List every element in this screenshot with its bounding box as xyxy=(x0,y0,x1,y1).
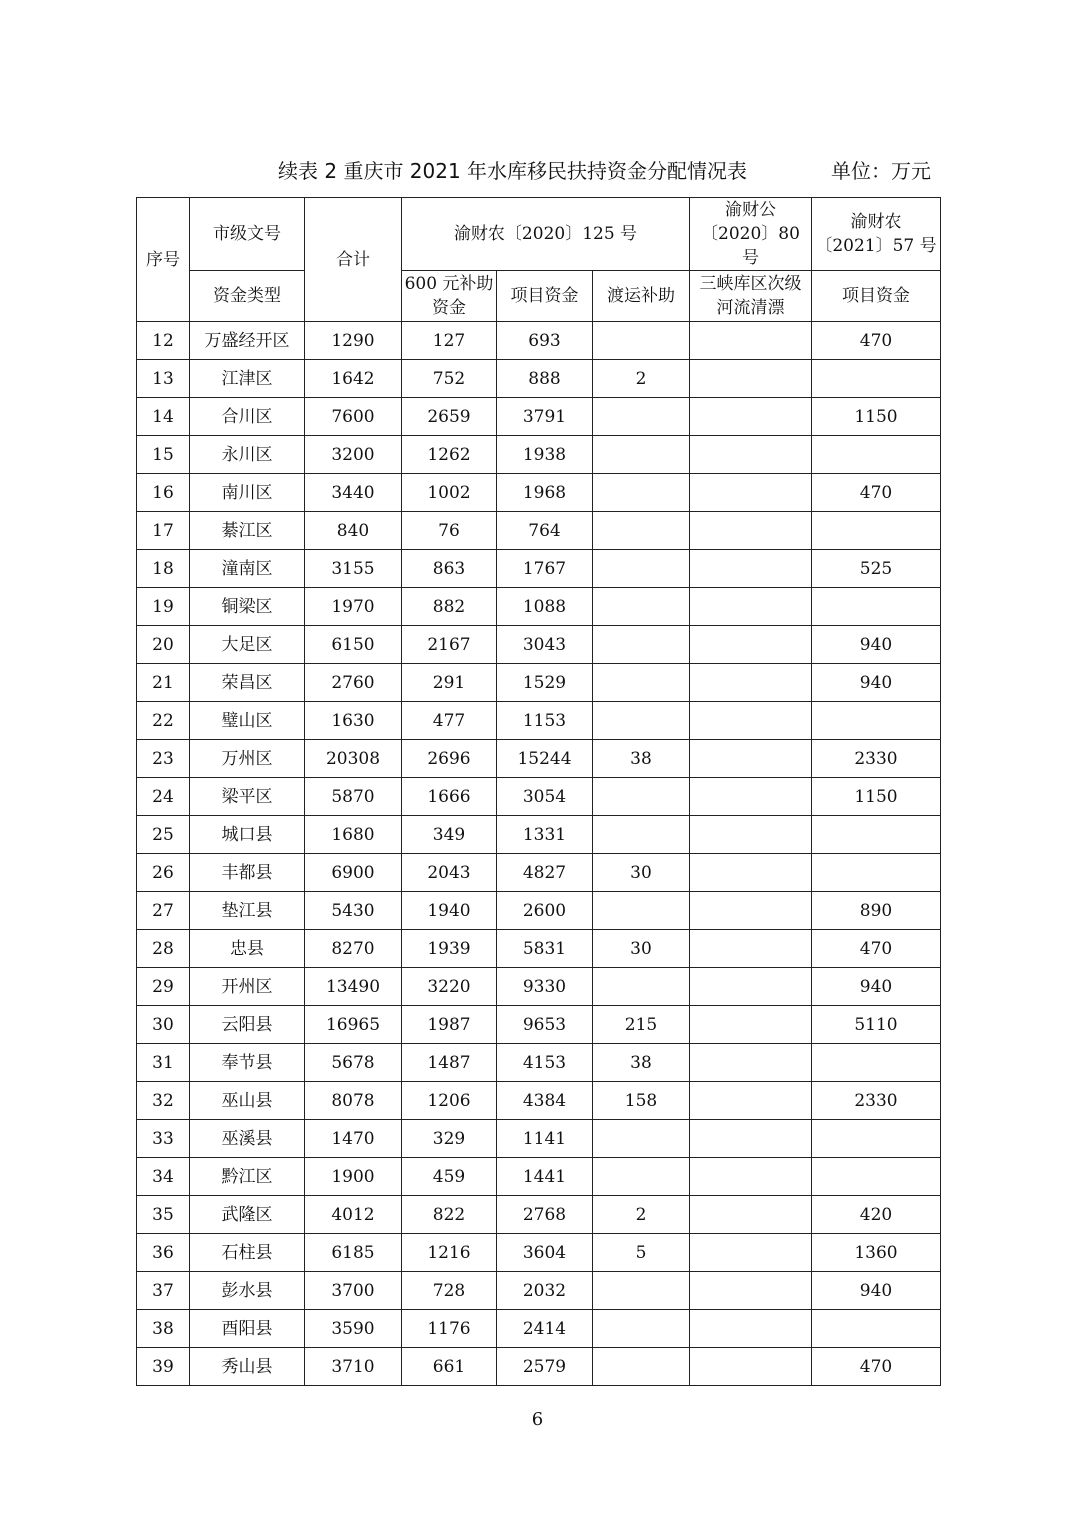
cell-name: 酉阳县 xyxy=(190,1310,305,1348)
cell-river xyxy=(690,1234,812,1272)
cell-name: 万州区 xyxy=(190,740,305,778)
table-row xyxy=(137,968,941,1006)
cell-proj: 2768 xyxy=(497,1196,593,1234)
cell-seq: 31 xyxy=(137,1044,190,1082)
cell-proj: 5831 xyxy=(497,930,593,968)
cell-ferry xyxy=(593,702,690,740)
cell-river xyxy=(690,588,812,626)
cell-river xyxy=(690,398,812,436)
cell-proj2 xyxy=(812,512,941,550)
cell-proj: 4153 xyxy=(497,1044,593,1082)
cell-proj: 1767 xyxy=(497,550,593,588)
cell-proj2: 940 xyxy=(812,968,941,1006)
cell-proj: 2032 xyxy=(497,1272,593,1310)
header-sub-river-line1: 三峡库区次级 xyxy=(699,274,802,294)
cell-name: 南川区 xyxy=(190,474,305,512)
cell-proj2 xyxy=(812,1158,941,1196)
cell-seq: 29 xyxy=(137,968,190,1006)
cell-total: 5678 xyxy=(305,1044,402,1082)
table-row xyxy=(137,1234,941,1272)
cell-ferry xyxy=(593,664,690,702)
cell-proj2 xyxy=(812,1044,941,1082)
cell-total: 1970 xyxy=(305,588,402,626)
cell-river xyxy=(690,512,812,550)
header-group-57 xyxy=(812,198,941,271)
cell-name: 江津区 xyxy=(190,360,305,398)
cell-s600: 1487 xyxy=(402,1044,497,1082)
cell-s600: 1262 xyxy=(402,436,497,474)
cell-s600: 329 xyxy=(402,1120,497,1158)
cell-river xyxy=(690,474,812,512)
cell-s600: 76 xyxy=(402,512,497,550)
cell-s600: 1666 xyxy=(402,778,497,816)
header-sub-600-line2: 资金 xyxy=(432,298,466,318)
cell-name: 潼南区 xyxy=(190,550,305,588)
cell-s600: 661 xyxy=(402,1348,497,1386)
cell-seq: 26 xyxy=(137,854,190,892)
cell-total: 3590 xyxy=(305,1310,402,1348)
table-row xyxy=(137,740,941,778)
table-row xyxy=(137,778,941,816)
cell-ferry xyxy=(593,436,690,474)
header-group-80 xyxy=(690,198,812,271)
cell-proj: 1088 xyxy=(497,588,593,626)
table-row xyxy=(137,854,941,892)
cell-name: 武隆区 xyxy=(190,1196,305,1234)
cell-s600: 752 xyxy=(402,360,497,398)
cell-river xyxy=(690,1044,812,1082)
cell-proj2: 1150 xyxy=(812,778,941,816)
cell-ferry: 5 xyxy=(593,1234,690,1272)
cell-s600: 1216 xyxy=(402,1234,497,1272)
cell-s600: 477 xyxy=(402,702,497,740)
cell-ferry xyxy=(593,892,690,930)
cell-proj2 xyxy=(812,360,941,398)
cell-seq: 34 xyxy=(137,1158,190,1196)
cell-total: 20308 xyxy=(305,740,402,778)
cell-river xyxy=(690,740,812,778)
cell-s600: 2043 xyxy=(402,854,497,892)
cell-proj2: 1360 xyxy=(812,1234,941,1272)
table-row xyxy=(137,588,941,626)
cell-total: 6185 xyxy=(305,1234,402,1272)
cell-total: 8078 xyxy=(305,1082,402,1120)
cell-total: 2760 xyxy=(305,664,402,702)
cell-ferry: 38 xyxy=(593,740,690,778)
cell-proj: 2414 xyxy=(497,1310,593,1348)
cell-total: 3155 xyxy=(305,550,402,588)
cell-total: 1900 xyxy=(305,1158,402,1196)
cell-proj2 xyxy=(812,1310,941,1348)
cell-river xyxy=(690,778,812,816)
cell-ferry xyxy=(593,1272,690,1310)
header-sub-river xyxy=(690,271,812,322)
cell-s600: 1940 xyxy=(402,892,497,930)
cell-name: 忠县 xyxy=(190,930,305,968)
header-sub-600 xyxy=(402,271,497,322)
cell-total: 1470 xyxy=(305,1120,402,1158)
cell-river xyxy=(690,1310,812,1348)
cell-name: 石柱县 xyxy=(190,1234,305,1272)
table-row xyxy=(137,550,941,588)
cell-name: 彭水县 xyxy=(190,1272,305,1310)
cell-total: 4012 xyxy=(305,1196,402,1234)
cell-ferry xyxy=(593,1120,690,1158)
cell-river xyxy=(690,702,812,740)
cell-river xyxy=(690,664,812,702)
cell-ferry: 2 xyxy=(593,1196,690,1234)
cell-name: 梁平区 xyxy=(190,778,305,816)
cell-name: 开州区 xyxy=(190,968,305,1006)
cell-ferry: 215 xyxy=(593,1006,690,1044)
cell-proj: 1968 xyxy=(497,474,593,512)
table-row xyxy=(137,322,941,360)
table-row xyxy=(137,474,941,512)
cell-proj2: 940 xyxy=(812,626,941,664)
cell-seq: 37 xyxy=(137,1272,190,1310)
cell-name: 璧山区 xyxy=(190,702,305,740)
cell-river xyxy=(690,930,812,968)
table-row xyxy=(137,1158,941,1196)
cell-river xyxy=(690,1006,812,1044)
cell-proj2 xyxy=(812,816,941,854)
cell-name: 合川区 xyxy=(190,398,305,436)
cell-river xyxy=(690,626,812,664)
table-row xyxy=(137,1196,941,1234)
header-sub-600-line1: 600 元补助 xyxy=(404,274,494,294)
cell-seq: 15 xyxy=(137,436,190,474)
cell-river xyxy=(690,892,812,930)
cell-seq: 18 xyxy=(137,550,190,588)
cell-s600: 291 xyxy=(402,664,497,702)
cell-seq: 17 xyxy=(137,512,190,550)
cell-proj: 1331 xyxy=(497,816,593,854)
cell-ferry xyxy=(593,1310,690,1348)
table-row xyxy=(137,1120,941,1158)
header-group-125: 渝财农〔2020〕125 号 xyxy=(402,198,690,271)
table-row xyxy=(137,816,941,854)
cell-total: 7600 xyxy=(305,398,402,436)
cell-proj: 2579 xyxy=(497,1348,593,1386)
cell-s600: 127 xyxy=(402,322,497,360)
cell-name: 云阳县 xyxy=(190,1006,305,1044)
cell-total: 13490 xyxy=(305,968,402,1006)
cell-proj: 4827 xyxy=(497,854,593,892)
cell-total: 6150 xyxy=(305,626,402,664)
cell-total: 1680 xyxy=(305,816,402,854)
cell-seq: 16 xyxy=(137,474,190,512)
cell-ferry xyxy=(593,398,690,436)
cell-s600: 1206 xyxy=(402,1082,497,1120)
header-seq: 序号 xyxy=(137,198,190,322)
cell-seq: 33 xyxy=(137,1120,190,1158)
cell-river xyxy=(690,360,812,398)
cell-name: 丰都县 xyxy=(190,854,305,892)
cell-proj: 1141 xyxy=(497,1120,593,1158)
cell-proj2: 5110 xyxy=(812,1006,941,1044)
cell-name: 永川区 xyxy=(190,436,305,474)
cell-proj2 xyxy=(812,1120,941,1158)
cell-proj: 9653 xyxy=(497,1006,593,1044)
table-row xyxy=(137,892,941,930)
table-body xyxy=(137,322,941,1386)
cell-ferry xyxy=(593,512,690,550)
cell-seq: 13 xyxy=(137,360,190,398)
fund-allocation-table xyxy=(136,197,941,1386)
cell-proj: 3791 xyxy=(497,398,593,436)
cell-river xyxy=(690,1348,812,1386)
cell-total: 840 xyxy=(305,512,402,550)
cell-ferry: 2 xyxy=(593,360,690,398)
cell-total: 6900 xyxy=(305,854,402,892)
cell-seq: 24 xyxy=(137,778,190,816)
cell-proj2: 2330 xyxy=(812,1082,941,1120)
cell-s600: 1987 xyxy=(402,1006,497,1044)
cell-proj2 xyxy=(812,702,941,740)
cell-proj: 9330 xyxy=(497,968,593,1006)
header-fund-type: 资金类型 xyxy=(190,271,305,322)
cell-proj: 15244 xyxy=(497,740,593,778)
cell-s600: 2167 xyxy=(402,626,497,664)
cell-proj2: 470 xyxy=(812,1348,941,1386)
cell-ferry xyxy=(593,474,690,512)
header-sub-project2: 项目资金 xyxy=(812,271,941,322)
cell-total: 3440 xyxy=(305,474,402,512)
cell-proj2 xyxy=(812,436,941,474)
cell-proj: 1153 xyxy=(497,702,593,740)
cell-proj2 xyxy=(812,854,941,892)
header-group-57-line2: 〔2021〕57 号 xyxy=(815,236,937,256)
table-row xyxy=(137,1082,941,1120)
cell-total: 3710 xyxy=(305,1348,402,1386)
cell-proj2: 940 xyxy=(812,1272,941,1310)
cell-river xyxy=(690,1158,812,1196)
table-row xyxy=(137,1006,941,1044)
cell-name: 秀山县 xyxy=(190,1348,305,1386)
cell-s600: 1176 xyxy=(402,1310,497,1348)
cell-ferry xyxy=(593,816,690,854)
cell-proj2: 470 xyxy=(812,930,941,968)
cell-name: 黔江区 xyxy=(190,1158,305,1196)
cell-proj: 693 xyxy=(497,322,593,360)
table-title: 续表 2 重庆市 2021 年水库移民扶持资金分配情况表 xyxy=(278,159,748,183)
header-group-80-line2: 〔2020〕80 号 xyxy=(701,224,800,268)
cell-river xyxy=(690,1272,812,1310)
cell-name: 城口县 xyxy=(190,816,305,854)
cell-total: 3700 xyxy=(305,1272,402,1310)
table-row xyxy=(137,436,941,474)
cell-name: 荣昌区 xyxy=(190,664,305,702)
cell-seq: 28 xyxy=(137,930,190,968)
cell-s600: 882 xyxy=(402,588,497,626)
cell-seq: 22 xyxy=(137,702,190,740)
header-doc-label: 市级文号 xyxy=(190,198,305,271)
cell-ferry xyxy=(593,1158,690,1196)
cell-ferry xyxy=(593,588,690,626)
cell-total: 5870 xyxy=(305,778,402,816)
cell-total: 1290 xyxy=(305,322,402,360)
cell-total: 5430 xyxy=(305,892,402,930)
page-number: 6 xyxy=(531,1409,544,1430)
cell-s600: 349 xyxy=(402,816,497,854)
cell-river xyxy=(690,1082,812,1120)
header-sub-river-line2: 河流清漂 xyxy=(716,298,785,318)
table-row xyxy=(137,702,941,740)
cell-proj: 3043 xyxy=(497,626,593,664)
cell-ferry xyxy=(593,322,690,360)
cell-ferry xyxy=(593,968,690,1006)
cell-ferry: 158 xyxy=(593,1082,690,1120)
cell-seq: 20 xyxy=(137,626,190,664)
table-row xyxy=(137,398,941,436)
cell-ferry xyxy=(593,626,690,664)
header-total: 合计 xyxy=(305,198,402,322)
cell-river xyxy=(690,854,812,892)
cell-river xyxy=(690,1120,812,1158)
table-row xyxy=(137,1310,941,1348)
header-group-80-line1: 渝财公 xyxy=(725,200,776,220)
cell-river xyxy=(690,550,812,588)
table-row xyxy=(137,1348,941,1386)
header-sub-ferry: 渡运补助 xyxy=(593,271,690,322)
cell-proj2: 470 xyxy=(812,474,941,512)
cell-total: 1630 xyxy=(305,702,402,740)
cell-seq: 19 xyxy=(137,588,190,626)
cell-seq: 25 xyxy=(137,816,190,854)
cell-s600: 863 xyxy=(402,550,497,588)
cell-s600: 1002 xyxy=(402,474,497,512)
cell-seq: 14 xyxy=(137,398,190,436)
cell-total: 3200 xyxy=(305,436,402,474)
cell-ferry xyxy=(593,778,690,816)
cell-proj2: 2330 xyxy=(812,740,941,778)
header-group-57-line1: 渝财农 xyxy=(850,212,902,232)
cell-ferry xyxy=(593,1348,690,1386)
cell-s600: 728 xyxy=(402,1272,497,1310)
cell-river xyxy=(690,968,812,1006)
cell-name: 綦江区 xyxy=(190,512,305,550)
cell-proj2: 940 xyxy=(812,664,941,702)
cell-s600: 2659 xyxy=(402,398,497,436)
cell-river xyxy=(690,436,812,474)
cell-seq: 38 xyxy=(137,1310,190,1348)
cell-proj2 xyxy=(812,588,941,626)
cell-name: 万盛经开区 xyxy=(190,322,305,360)
cell-s600: 822 xyxy=(402,1196,497,1234)
table-row xyxy=(137,360,941,398)
cell-ferry: 30 xyxy=(593,854,690,892)
cell-name: 铜梁区 xyxy=(190,588,305,626)
table-row xyxy=(137,1272,941,1310)
cell-proj: 1441 xyxy=(497,1158,593,1196)
cell-seq: 30 xyxy=(137,1006,190,1044)
cell-name: 巫溪县 xyxy=(190,1120,305,1158)
table-row xyxy=(137,1044,941,1082)
cell-proj: 1938 xyxy=(497,436,593,474)
table-row xyxy=(137,664,941,702)
cell-ferry: 30 xyxy=(593,930,690,968)
cell-proj2: 890 xyxy=(812,892,941,930)
cell-proj: 2600 xyxy=(497,892,593,930)
cell-river xyxy=(690,1196,812,1234)
cell-proj: 764 xyxy=(497,512,593,550)
unit-label: 单位：万元 xyxy=(831,159,931,183)
cell-proj2: 470 xyxy=(812,322,941,360)
cell-seq: 32 xyxy=(137,1082,190,1120)
cell-river xyxy=(690,816,812,854)
cell-s600: 1939 xyxy=(402,930,497,968)
cell-proj: 888 xyxy=(497,360,593,398)
cell-seq: 35 xyxy=(137,1196,190,1234)
cell-ferry xyxy=(593,550,690,588)
cell-proj2: 420 xyxy=(812,1196,941,1234)
cell-seq: 21 xyxy=(137,664,190,702)
cell-proj: 4384 xyxy=(497,1082,593,1120)
cell-seq: 36 xyxy=(137,1234,190,1272)
cell-proj: 1529 xyxy=(497,664,593,702)
table-row xyxy=(137,512,941,550)
cell-s600: 3220 xyxy=(402,968,497,1006)
cell-seq: 27 xyxy=(137,892,190,930)
cell-name: 奉节县 xyxy=(190,1044,305,1082)
cell-proj: 3604 xyxy=(497,1234,593,1272)
header-sub-project: 项目资金 xyxy=(497,271,593,322)
cell-total: 16965 xyxy=(305,1006,402,1044)
cell-river xyxy=(690,322,812,360)
cell-total: 1642 xyxy=(305,360,402,398)
cell-name: 大足区 xyxy=(190,626,305,664)
cell-name: 巫山县 xyxy=(190,1082,305,1120)
table-row xyxy=(137,626,941,664)
cell-seq: 12 xyxy=(137,322,190,360)
cell-proj2: 525 xyxy=(812,550,941,588)
cell-ferry: 38 xyxy=(593,1044,690,1082)
cell-s600: 459 xyxy=(402,1158,497,1196)
cell-seq: 39 xyxy=(137,1348,190,1386)
cell-name: 垫江县 xyxy=(190,892,305,930)
cell-s600: 2696 xyxy=(402,740,497,778)
cell-proj: 3054 xyxy=(497,778,593,816)
table-row xyxy=(137,930,941,968)
cell-proj2: 1150 xyxy=(812,398,941,436)
cell-seq: 23 xyxy=(137,740,190,778)
cell-total: 8270 xyxy=(305,930,402,968)
